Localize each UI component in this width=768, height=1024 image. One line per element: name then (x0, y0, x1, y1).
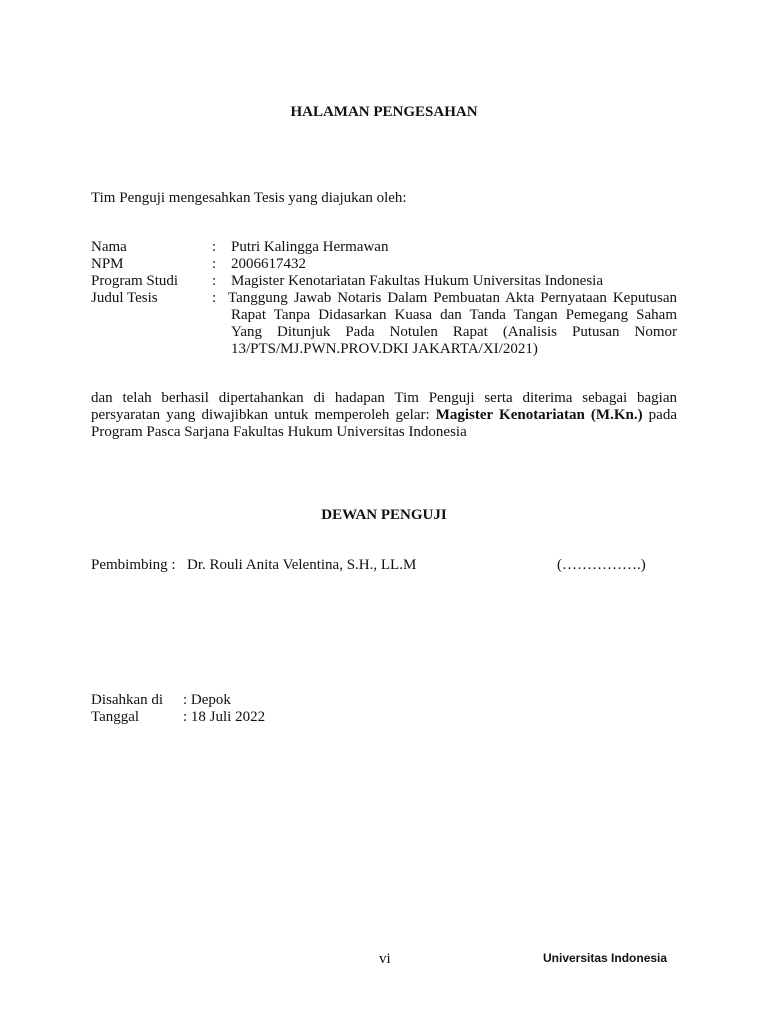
field-colon: : (212, 273, 217, 289)
field-label: Nama (91, 239, 127, 255)
board-heading: DEWAN PENGUJI (321, 507, 447, 523)
thesis-title-line: Yang Ditunjuk Pada Notulen Rapat (Analisis Putusan Nomor (231, 324, 677, 340)
field-label: NPM (91, 256, 124, 272)
examiner-role: Pembimbing : (91, 557, 176, 573)
field-value: Putri Kalingga Hermawan (231, 239, 389, 255)
intro-text: Tim Penguji mengesahkan Tesis yang diajukan oleh: (91, 190, 407, 206)
thesis-title-line: 13/PTS/MJ.PWN.PROV.DKI JAKARTA/XI/2021) (231, 341, 538, 357)
examiner-name: Dr. Rouli Anita Velentina, S.H., LL.M (187, 557, 417, 573)
degree-title: Magister Kenotariatan (M.Kn.) (435, 407, 643, 423)
field-value: 2006617432 (231, 256, 306, 272)
thesis-title-line: Rapat Tanpa Didasarkan Kuasa dan Tanda Tangan Pemegang Saham (231, 307, 677, 323)
place-label: Disahkan di (91, 692, 164, 708)
date-value: : 18 Juli 2022 (183, 709, 266, 725)
field-nama (91, 239, 677, 256)
field-program-studi (91, 273, 677, 290)
place-value: : Depok (183, 692, 231, 708)
statement-line: dan telah berhasil dipertahankan di hadapan Tim Penguji serta diterima sebagai bagian (91, 390, 677, 406)
field-colon: : (212, 239, 217, 255)
field-value: Magister Kenotariatan Fakultas Hukum Universitas Indonesia (231, 273, 603, 289)
signature-placeholder: (…………….) (557, 557, 646, 573)
statement-line (91, 407, 677, 424)
statement-line: Program Pasca Sarjana Fakultas Hukum Universitas Indonesia (91, 424, 467, 440)
field-npm (91, 256, 677, 273)
statement-text: pada (642, 407, 677, 423)
page-title: HALAMAN PENGESAHAN (290, 104, 478, 120)
field-label: Program Studi (91, 273, 179, 289)
thesis-title-line: Tanggung Jawab Notaris Dalam Pembuatan Akta Pernyataan Keputusan (228, 290, 677, 306)
field-colon: : (212, 290, 217, 306)
date-label: Tanggal (91, 709, 140, 725)
statement-text: persyaratan yang diwajibkan untuk memperoleh gelar: (91, 407, 436, 423)
field-label: Judul Tesis (91, 290, 158, 306)
footer-university: Universitas Indonesia (543, 951, 668, 965)
field-colon: : (212, 256, 217, 272)
page-number: vi (379, 951, 391, 967)
